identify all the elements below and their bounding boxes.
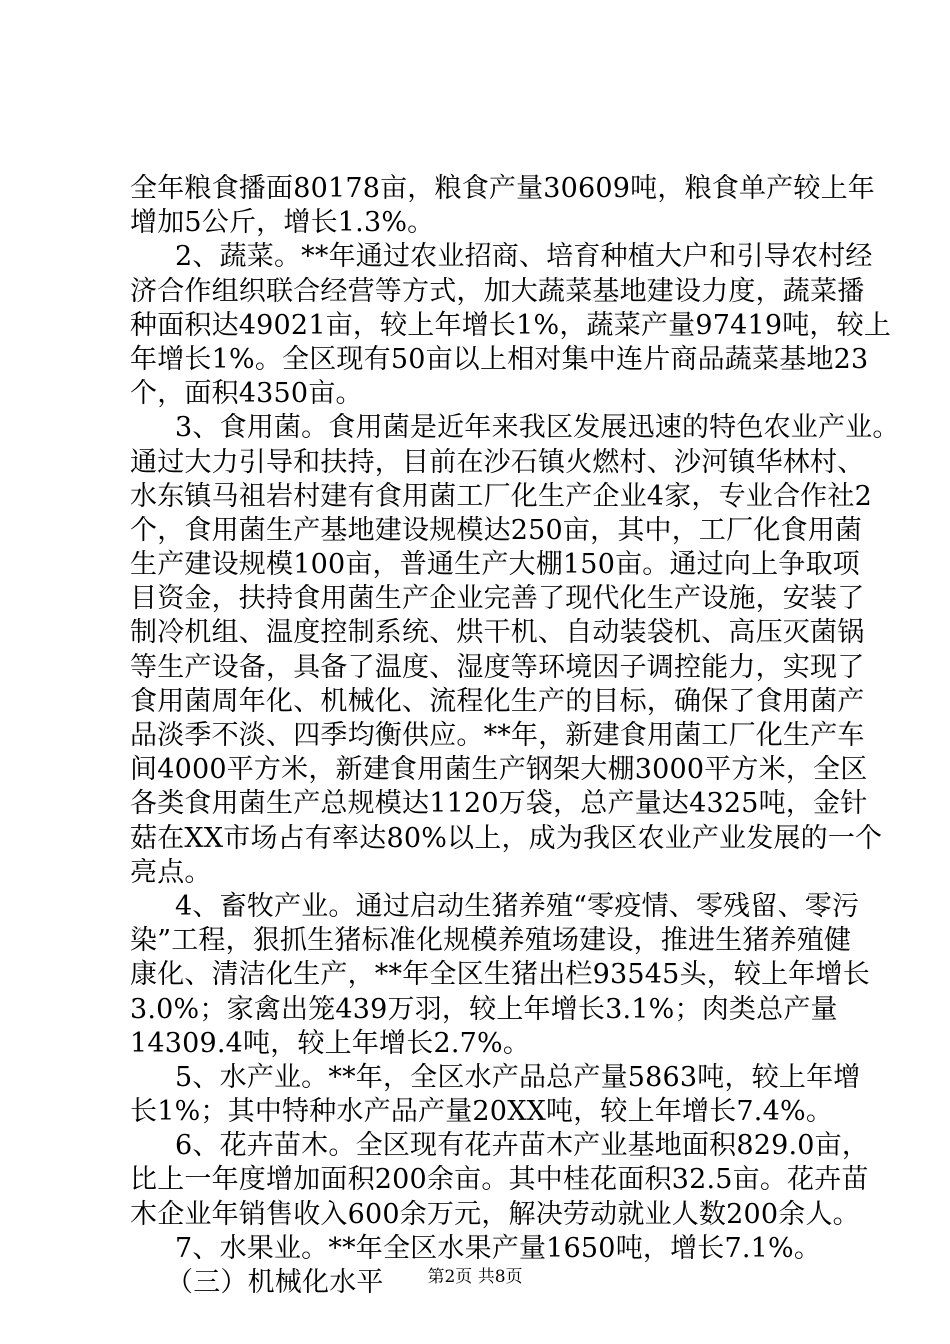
page-number-footer: 第2页 共8页 — [427, 1267, 523, 1287]
text-line: 年增长1%。全区现有50亩以上相对集中连片商品蔬菜基地23 — [130, 343, 869, 375]
text-line: 菇在XX市场占有率达80%以上，成为我区农业产业发展的一个 — [130, 822, 883, 854]
text-line: 全年粮食播面80178亩，粮食产量30609吨，粮食单产较上年 — [130, 173, 875, 204]
text-line: 通过大力引导和扶持，目前在沙石镇火燃村、沙河镇华林村、 — [130, 446, 865, 478]
text-line: 个，面积4350亩。 — [130, 378, 363, 410]
text-line: 2、蔬菜。**年通过农业招商、培育种植大户和引导农村经 — [175, 241, 873, 273]
section-heading: （三）机械化水平 — [166, 1267, 384, 1298]
text-line: 增加5公斤，增长1.3%。 — [130, 207, 435, 239]
text-line: 5、水产业。**年，全区水产品总产量5863吨，较上年增 — [175, 1061, 861, 1093]
text-line: 木企业年销售收入600余万元，解决劳动就业人数200余人。 — [130, 1198, 860, 1230]
text-line: 各类食用菌生产总规模达1120万袋，总产量达4325吨，金针 — [130, 788, 868, 820]
text-line: 6、花卉苗木。全区现有花卉苗木产业基地面积829.0亩， — [175, 1130, 870, 1162]
text-line: 4、畜牧产业。通过启动生猪养殖“零疫情、零残留、零污 — [175, 890, 860, 922]
text-line: 个，食用菌生产基地建设规模达250亩，其中，工厂化食用菌 — [130, 514, 863, 546]
text-line: 生产建设规模100亩，普通生产大棚150亩。通过向上争取项 — [130, 549, 860, 581]
text-line: 3.0%；家禽出笼439万羽，较上年增长3.1%；肉类总产量 — [130, 993, 838, 1025]
text-line: 水东镇马祖岩村建有食用菌工厂化生产企业4家，专业合作社2 — [130, 480, 872, 512]
text-line: 间4000平方米，新建食用菌生产钢架大棚3000平方米，全区 — [130, 754, 868, 786]
text-line: 品淡季不淡、四季均衡供应。**年，新建食用菌工厂化生产车 — [130, 720, 865, 751]
text-line: 目资金，扶持食用菌生产企业完善了现代化生产设施，安装了 — [130, 583, 865, 615]
text-line: 等生产设备，具备了温度、湿度等环境因子调控能力，实现了 — [130, 651, 865, 683]
text-line: 染”工程，狠抓生猪标准化规模养殖场建设，推进生猪养殖健 — [130, 925, 852, 957]
text-line: 亮点。 — [130, 856, 212, 888]
text-line: 7、水果业。**年全区水果产量1650吨，增长7.1%。 — [175, 1232, 822, 1264]
text-line: 14309.4吨，较上年增长2.7%。 — [130, 1027, 531, 1059]
document-body — [130, 172, 900, 1300]
text-line: 制冷机组、温度控制系统、烘干机、自动装袋机、高压灭菌锅 — [130, 617, 865, 649]
text-line: 康化、清洁化生产，**年全区生猪出栏93545头，较上年增长 — [130, 959, 870, 991]
text-line: 食用菌周年化、机械化、流程化生产的目标，确保了食用菌产 — [130, 685, 865, 717]
text-line: 比上一年度增加面积200余亩。其中桂花面积32.5亩。花卉苗 — [130, 1164, 869, 1196]
text-line: 种面积达49021亩，较上年增长1%，蔬菜产量97419吨，较上 — [130, 309, 892, 341]
text-line: 长1%；其中特种水产品产量20XX吨，较上年增长7.4%。 — [130, 1096, 834, 1128]
text-line: 济合作组织联合经营等方式，加大蔬菜基地建设力度，蔬菜播 — [130, 275, 865, 307]
text-line: 3、食用菌。食用菌是近年来我区发展迅速的特色农业产业。 — [175, 412, 900, 444]
